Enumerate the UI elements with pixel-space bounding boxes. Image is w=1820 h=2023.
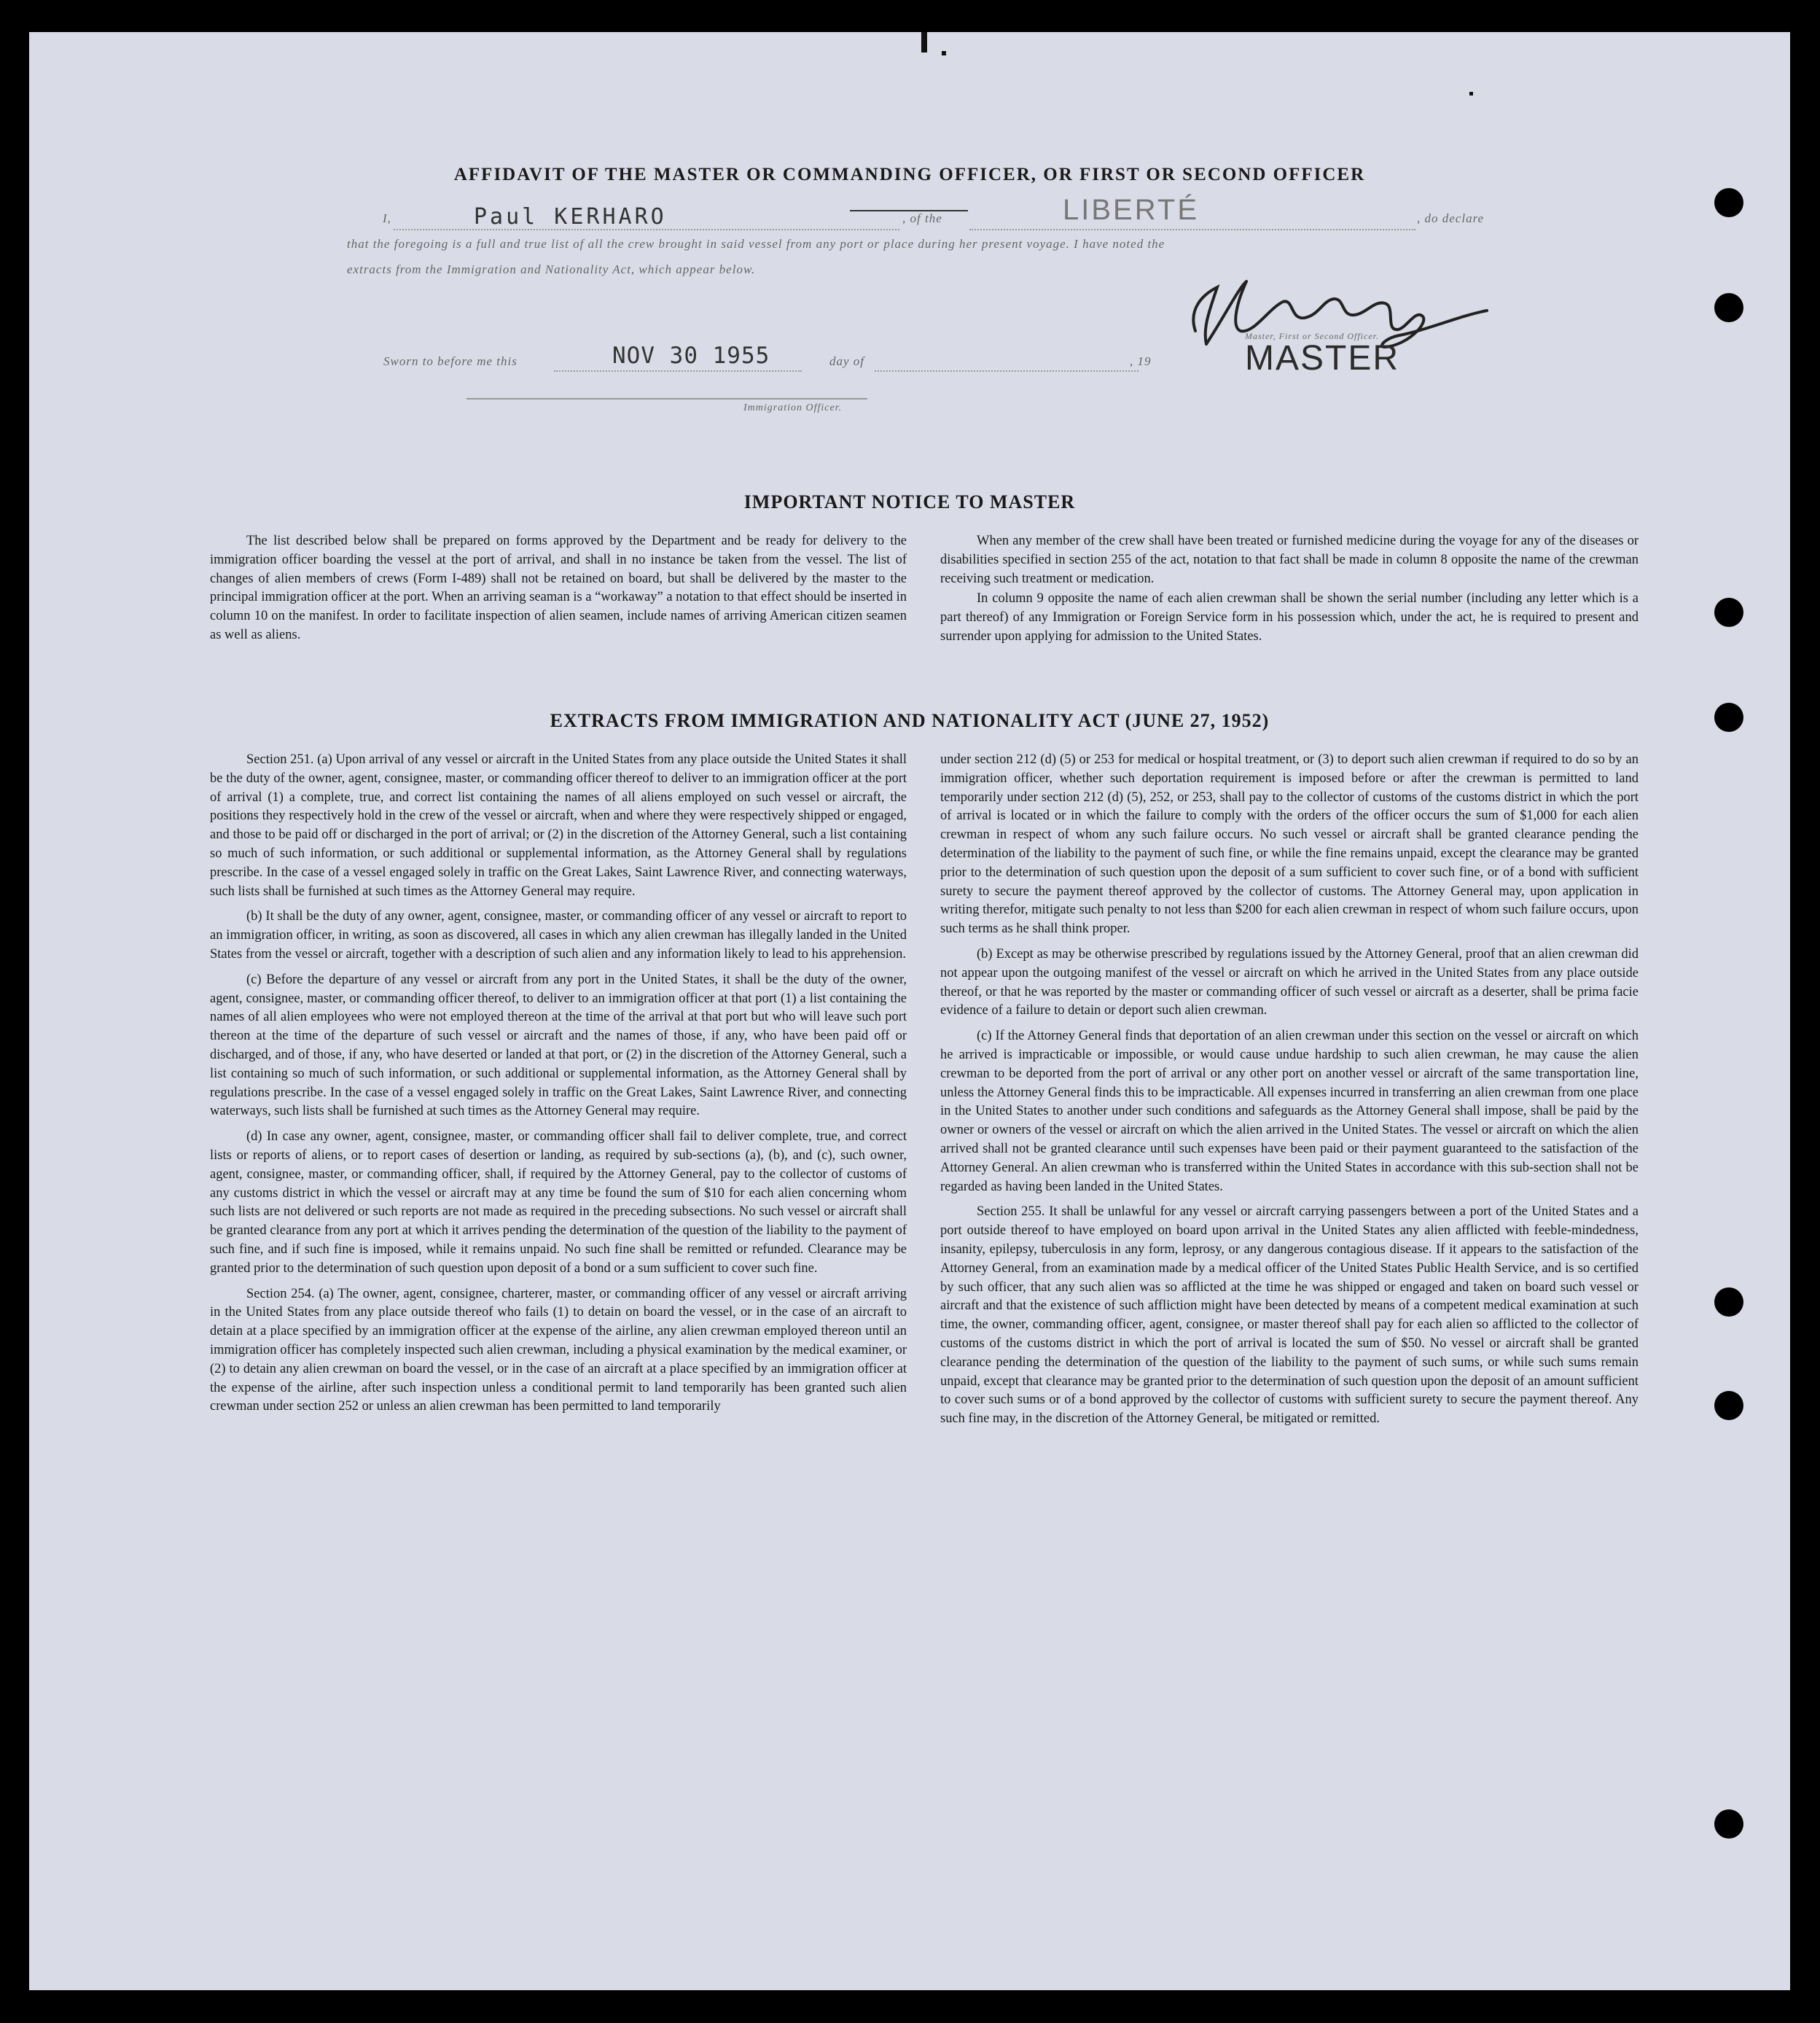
declaration-line-1: that the foregoing is a full and true list of all the crew brought in said vessel from any port or place during her present voyage. I have noted the [347, 237, 1165, 251]
vessel-line [969, 229, 1415, 230]
sworn-label: Sworn to before me this [383, 354, 518, 368]
notice-paragraph: When any member of the crew shall have been treated or furnished medicine during the voyage for any of the diseases or disabilities specified in section 255 of the act, notation to that fact shall be made in column 8 opposite the name of the crewman receiving such treatment or medication. [940, 534, 1639, 586]
sworn-date-line [554, 370, 802, 372]
notice-right-column [940, 532, 1639, 653]
extracts-heading: EXTRACTS FROM IMMIGRATION AND NATIONALITY ACT (JUNE 27, 1952) [550, 710, 1270, 731]
declaration-line-2: extracts from the Immigration and Nationality Act, which appear below. [347, 262, 756, 276]
of-the-label: , of the [902, 211, 942, 225]
rank-stamp: MASTER [1245, 339, 1400, 378]
punch-hole [1714, 293, 1743, 322]
act-section: Section 254. (a) The owner, agent, consignee, charterer, master, or commanding officer of any vessel or aircraft arriving in the United States from any place outside thereof who fails (1) to detain on board the vessel, or in the case of an aircraft to detain at a place specified by an immigration officer at the expense of the airline, any alien crewman employed thereon until an immigration officer has completely inspected such alien crewman, including a physical examination by the medical examiner, or (2) to detain any alien crewman on board the vessel, or in the case of an aircraft at a place specified by an immigration officer at the expense of the airline, after such inspection unless a conditional permit to land temporarily has been granted such alien crewman under section 252 or unless an alien crewman has been permitted to land temporarily [210, 1286, 907, 1414]
officer-signature-line [466, 398, 867, 399]
punch-hole [1714, 1809, 1743, 1839]
notice-paragraph: In column 9 opposite the name of each alien crewman shall be shown the serial number (including any letter which is a part thereof) of any Immigration or Foreign Service form in his possession which, under the act, he is required to present and surrender upon applying for admission to the United States. [940, 591, 1639, 644]
day-of-label: day of [829, 354, 865, 368]
act-section: Section 251. (a) Upon arrival of any vessel or aircraft in the United States from any place outside the United States it shall be the duty of the owner, agent, consignee, master, or commanding officer thereof to deliver to an immigration officer at the port of arrival (1) a complete, true, and correct list containing the names of all aliens employed on such vessel or aircraft, the positions they respectively hold in the crew of the vessel or aircraft, when and where they were respectively shipped or engaged, and those to be paid off or discharged in the port of arrival; or (2) in the discretion of the Attorney General, such a list containing so much of such information, or such additional or supplemental information, as the Attorney General shall by regulations prescribe. In the case of a vessel engaged solely in traffic on the Great Lakes, Saint Lawrence River, and connecting waterways, such lists shall be furnished at such times as the Attorney General may require. [210, 752, 907, 899]
master-name: Paul KERHARO [474, 204, 667, 230]
act-section: (c) Before the departure of any vessel or aircraft from any port in the United States, it shall be the duty of the owner, agent, consignee, master, or commanding officer thereof, to deliver to an immigration officer at that port (1) a list containing the names of all alien employees who were not employed thereon at the time of the arrival at that port but who will leave such port thereon at the time of the departure of such vessel or aircraft and the names of those, if any, who have been paid off or discharged, and of those, if any, who have deserted or landed at that port, or (2) in the discretion of the Attorney General, such a list containing so much of such information, or such additional or supplemental information, as the Attorney General shall by regulations prescribe. In the case of a vessel engaged solely in traffic on the Great Lakes, Saint Lawrence River, and connecting waterways, such lists shall be furnished at such times as the Attorney General may require. [210, 972, 907, 1119]
punch-hole [1714, 598, 1743, 627]
vessel-name: LIBERTÉ [1063, 194, 1199, 226]
punch-hole [1714, 1391, 1743, 1420]
act-section: (b) It shall be the duty of any owner, agent, consignee, master, or commanding officer of any vessel or aircraft to report to an immigration officer, in writing, as soon as discovered, all cases in which any alien crewman has illegally landed in the United States from the vessel or aircraft, together with a description of such alien and any information likely to lead to his apprehension. [210, 909, 907, 962]
document-page [29, 32, 1790, 1990]
notice-heading: IMPORTANT NOTICE TO MASTER [743, 491, 1076, 512]
do-declare-label: , do declare [1417, 211, 1485, 225]
act-section: under section 212 (d) (5) or 253 for medical or hospital treatment, or (3) to deport such alien crewman if required to do so by an immigration officer, whether such deportation requirement is imposed before or after the crewman is permitted to land temporarily under section 212 (d) (5), 252, or 253, shall pay to the collector of customs of the customs district in which the port of arrival is located or in which the failure to comply with the orders of the officer occurs the sum of $1,000 for each alien crewman in respect of whom any such failure occurs. No such vessel or aircraft shall be granted clearance pending the determination of the liability to the payment of such fine, or while the fine remains unpaid, except the clearance may be granted prior to the determination of such question upon the deposit of a sum sufficient to cover such fine, or of a bond with sufficient surety to secure the payment thereof approved by the collector of customs. The Attorney General may, upon application in writing therefor, mitigate such penalty to not less than $200 for each alien crewman in respect of whom such failure occurs, upon such terms as he shall think proper. [940, 752, 1639, 937]
extracts-right-column [940, 751, 1639, 1435]
ink-speck [942, 51, 946, 55]
act-section: (b) Except as may be otherwise prescribed by regulations issued by the Attorney General, proof that an alien crewman did not appear upon the outgoing manifest of the vessel or aircraft on which he arrived in the United States from any place outside thereof, or that he was reported by the master or commanding officer of such vessel or aircraft as a deserter, shall be prima facie evidence of a failure to detain or deport such alien crewman. [940, 946, 1639, 1018]
day-of-line [875, 370, 1139, 372]
notice-left-column [210, 532, 907, 652]
act-section: (d) In case any owner, agent, consignee, master, or commanding officer shall fail to deliver complete, true, and correct lists or reports of aliens, or to report cases of desertion or landing, as required by sub-sections (a), (b), and (c), such owner, agent, consignee, master, or commanding officer, shall, if required by the Attorney General, pay to the collector of customs of any customs district in which the vessel or aircraft may at any time be found the sum of $10 for each alien concerning whom such lists are not delivered or such reports are not made as required in the preceding subsections. No such vessel or aircraft shall be granted clearance from any port at which it arrives pending the determination of the question of the liability to the payment of such fine, and if such fine is imposed, while it remains unpaid. No such fine shall be remitted or refunded. Clearance may be granted prior to the determination of such question upon deposit of a bond or a sum sufficient to cover such fine. [210, 1129, 907, 1276]
ink-speck [921, 32, 927, 52]
affidavit-title: AFFIDAVIT OF THE MASTER OR COMMANDING OFFICER, OR FIRST OR SECOND OFFICER [453, 165, 1366, 184]
punch-hole [1714, 188, 1743, 217]
extracts-left-column [210, 751, 907, 1423]
year-prefix: , 19 [1130, 354, 1152, 368]
officer-caption: Immigration Officer. [743, 402, 843, 413]
act-section: (c) If the Attorney General finds that deportation of an alien crewman under this section on the vessel or aircraft on which he arrived is impracticable or impossible, or would cause undue hardship to such alien crewman, he may cause the alien crewman to be deported from the port of arrival or any other port on another vessel or aircraft of the same transportation line, unless the Attorney General finds this to be impracticable. All expenses incurred in transferring an alien crewman from one place in the United States to another under such conditions and safeguards as the Attorney General shall impose, shall be paid by the owner or owners of the vessel or aircraft on which the alien arrived in the United States. The vessel or aircraft on which the alien arrived shall not be granted clearance until such expenses have been paid or their payment guaranteed to the satisfaction of the Attorney General. An alien crewman who is transferred within the United States in accordance with this sub-section shall not be regarded as having been landed in the United States. [940, 1029, 1639, 1194]
sworn-date: NOV 30 1955 [612, 343, 770, 369]
signature-caption: Master, First or Second Officer. [1245, 331, 1379, 341]
i-label: I, [383, 211, 391, 225]
punch-hole [1714, 1287, 1743, 1317]
notice-paragraph: The list described below shall be prepared on forms approved by the Department and be ready for delivery to the immigration officer boarding the vessel at the port of arrival, and shall in no instance be taken from the vessel. The list of changes of alien members of crews (Form I-489) shall not be retained on board, but shall be delivered by the master to the principal immigration officer at the port. When an arriving seaman is a “workaway” a notation to that effect should be inserted in column 10 on the manifest. In order to facilitate inspection of alien seamen, include names of arriving American citizen seamen as well as aliens. [210, 534, 907, 642]
act-section: Section 255. It shall be unlawful for any vessel or aircraft carrying passengers between a port of the United States and a port outside thereof to have employed on board upon arrival in the United States any alien afflicted with feeble-mindedness, insanity, epilepsy, tuberculosis in any form, leprosy, or any dangerous contagious disease. If it appears to the satisfaction of the Attorney General, from an examination made by a medical officer of the United States Public Health Service, and is so certified by such officer, that any such alien was so afflicted at the time he was shipped or engaged and taken on board such vessel or aircraft and that the existence of such affliction might have been detected by means of a competent medical examination at such time, the owner, commanding officer, agent, consignee, or master thereof shall pay for each alien so afflicted to the collector of customs of the customs district in which the port of arrival is located the sum of $50. No vessel or aircraft shall be granted clearance pending the determination of the question of the liability to the payment of such sums, or while such sums remain unpaid, except that clearance may be granted prior to the determination of such question upon the deposit of an amount sufficient to cover such sums or of a bond approved by the collector of customs with sufficient surety to secure the payment thereof. Any such fine may, in the discretion of the Attorney General, be mitigated or remitted. [940, 1204, 1639, 1427]
ink-speck [1469, 92, 1473, 96]
